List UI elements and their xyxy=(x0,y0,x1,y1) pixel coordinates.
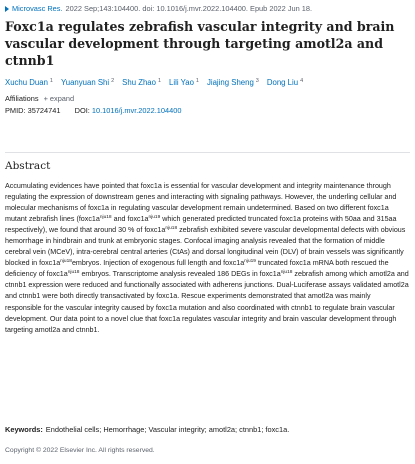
allele-superscript: nju19 xyxy=(148,215,161,221)
allele-superscript: nju19 xyxy=(244,259,256,265)
allele-superscript: nju18 xyxy=(99,215,112,221)
citation-line xyxy=(5,4,410,14)
abstract-segment: embryos. Transcriptome analysis revealed 186 DEGs in foxc1a xyxy=(79,270,281,279)
author-name: Yuanyuan Shi xyxy=(60,78,110,87)
abstract-text xyxy=(5,181,409,336)
author-affiliation-number: 2 xyxy=(111,78,115,84)
expand-label: expand xyxy=(49,94,75,103)
doi-label: DOI: xyxy=(74,106,90,115)
author-affiliation-number: 1 xyxy=(195,78,199,84)
section-divider xyxy=(5,152,410,153)
abstract-segment: which generated predicted truncated foxc1a proteins with 50aa and 315aa respectively), we found that around 30 % of foxc1a xyxy=(5,215,397,235)
keywords-label: Keywords: xyxy=(5,425,43,434)
pmid-value: 35724741 xyxy=(27,106,61,115)
abstract-segment: and foxc1a xyxy=(111,215,149,224)
author-link[interactable] xyxy=(267,78,303,87)
allele-superscript: nju18 xyxy=(60,259,72,265)
author-link[interactable] xyxy=(207,78,259,87)
plus-icon: + xyxy=(43,94,48,103)
author-link[interactable] xyxy=(169,78,199,87)
copyright-notice: Copyright © 2022 Elsevier Inc. All rights reserved. xyxy=(5,447,155,454)
article-page xyxy=(5,4,410,116)
abstract-segment: Accumulating evidences have pointed that foxc1a is essential for vascular development and integrity maintenance through regulating the expression of downstream genes and interacting with signaling pathways. However, the underling cellular and molecular mechanisms of foxc1a in regulating vascular development remain undetermined. Based on two different foxc1a mutant zebrafish lines (foxc1a xyxy=(5,182,397,224)
author-list xyxy=(5,76,410,88)
author-link[interactable] xyxy=(122,78,161,87)
allele-superscript: nju18 xyxy=(67,270,80,276)
author-affiliation-number: 4 xyxy=(300,78,304,84)
abstract-segment: embryos. Injection of exogenous full length and foxc1a xyxy=(71,259,245,268)
journal-link[interactable]: Microvasc Res. xyxy=(12,4,63,13)
affiliations-label: Affiliations xyxy=(5,94,39,103)
author-name: Jiajing Sheng xyxy=(206,78,254,87)
abstract-segment: truncated foxc1a mRNA both rescued the deficiency of foxc1a xyxy=(5,259,389,279)
citation-details: 2022 Sep;143:104400. doi: 10.1016/j.mvr.2022.104400. Epub 2022 Jun 18. xyxy=(65,4,313,13)
author-link[interactable] xyxy=(61,78,114,87)
author-link[interactable] xyxy=(5,78,53,87)
allele-superscript: nju18 xyxy=(165,226,178,232)
pmid-label: PMID: xyxy=(5,106,26,115)
keywords-text: Endothelial cells; Hemorrhage; Vascular integrity; amotl2a; ctnnb1; foxc1a. xyxy=(45,425,290,434)
keywords-row xyxy=(5,425,289,435)
abstract-heading: Abstract xyxy=(5,160,51,172)
allele-superscript: nju18 xyxy=(280,270,293,276)
author-affiliation-number: 1 xyxy=(157,78,162,84)
author-name: Lili Yao xyxy=(169,78,194,87)
identifiers-row xyxy=(5,106,410,116)
author-name: Dong Liu xyxy=(266,78,299,87)
abstract-segment: zebrafish among which amotl2a and ctnnb1 expression were reduced and functionally associated with adherens junctions. Dual-Luciferase assays validated amotl2a and ctnnb1 were both directly transactivated by foxc1a. Rescue experiments demonstrated that amotl2a was mainly responsible for the vascular integrity caused by foxc1a mutation and also coordinated with ctnnb1 to regulate brain vascular development. Our data point to a novel clue that foxc1a regulates vascular integrity and brain vascular development through targeting amotl2a and ctnnb1. xyxy=(5,270,409,334)
caret-right-icon xyxy=(5,6,9,12)
doi-link[interactable]: 10.1016/j.mvr.2022.104400 xyxy=(91,106,182,115)
author-affiliation-number: 1 xyxy=(49,78,53,84)
author-name: Shu Zhao xyxy=(122,78,156,87)
affiliations-expand-button[interactable] xyxy=(44,94,75,104)
author-affiliation-number: 3 xyxy=(255,78,259,84)
author-name: Xuchu Duan xyxy=(5,78,48,87)
article-title: Foxc1a regulates zebrafish vascular integrity and brain vascular development through targeting amotl2a and ctnnb1 xyxy=(5,19,395,68)
abstract-segment: zebrafish exhibited severe vascular developmental defects with obvious hemorrhage in hindbrain and trunk at embryonic stages. Confocal imaging analysis revealed that the formation of middle cerebral vein (MCeV), intra-cerebral central arteries (CtAs) and dorsal longitudinal vein (DLV) of brain vessels was significantly blocked in foxc1a xyxy=(5,226,406,268)
affiliations-row xyxy=(5,94,410,104)
